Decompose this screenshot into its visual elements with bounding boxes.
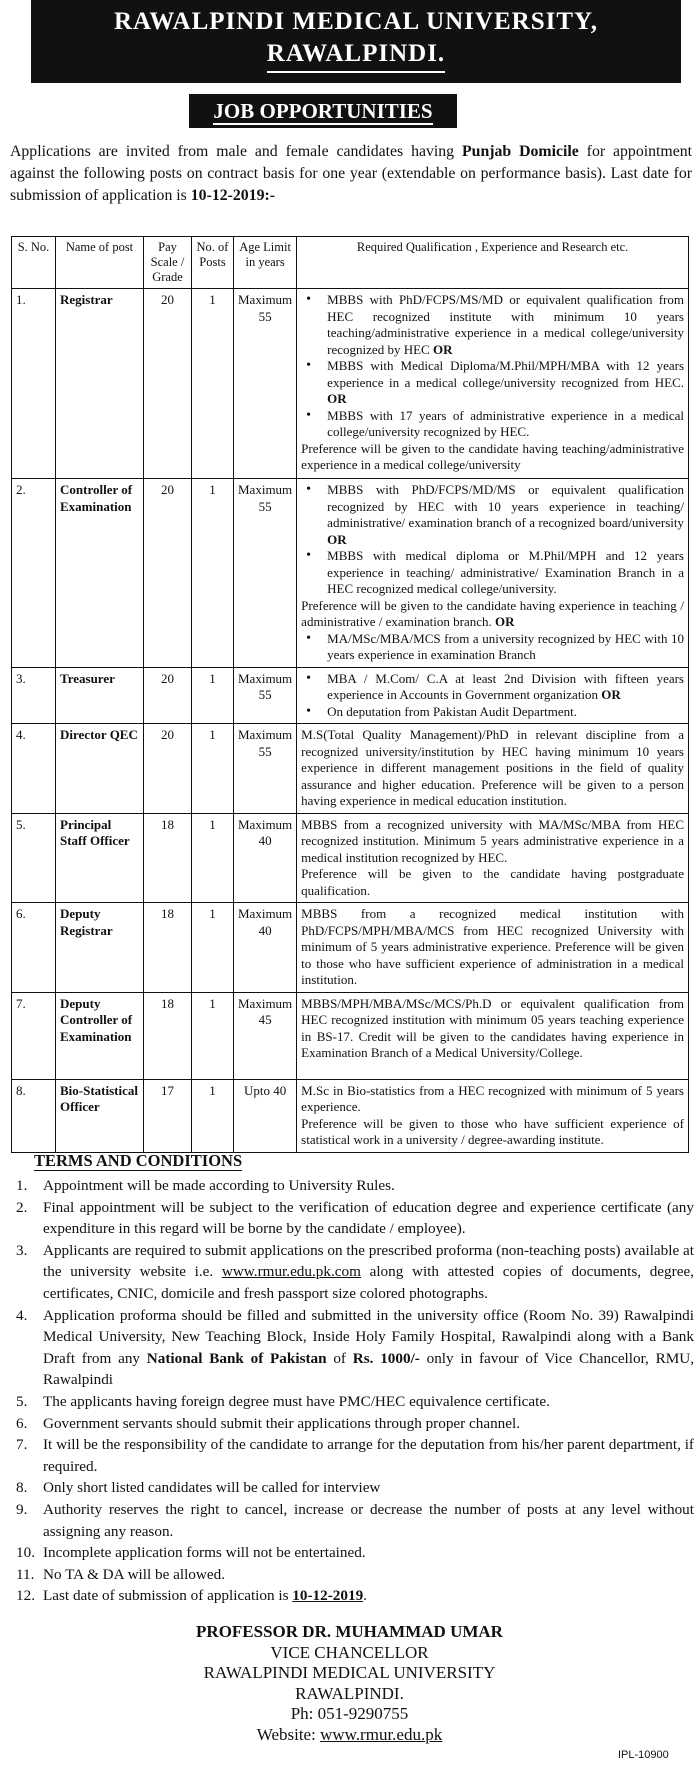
- requirement-bullet: [301, 482, 684, 548]
- university-name: RAWALPINDI MEDICAL UNIVERSITY,: [113, 8, 599, 35]
- intro-text-2: for appointment against the following posts on contract basis for one year (extendable on performance basis). Last date for submission of application is: [10, 143, 692, 204]
- row-scale: 20: [144, 289, 192, 479]
- item-number: 10.: [16, 1544, 35, 1562]
- row-posts: 1: [192, 724, 234, 814]
- list-item: [10, 1175, 694, 1197]
- item-number: 9.: [16, 1500, 28, 1518]
- item-text: Last date of submission of application is: [43, 1587, 293, 1605]
- or-label: OR: [432, 341, 453, 357]
- item-text: Incomplete application forms will not be entertained.: [43, 1544, 366, 1562]
- row-post-name: Bio-Statistical Officer: [56, 1079, 144, 1152]
- row-posts: 1: [192, 289, 234, 479]
- item-text: Application proforma should be filled and submitted in the university office (Room No. 39) Rawalpindi Medical University, New Teaching Block, Inside Holy Family Hospital, Rawalpindi along with a Bank Draft from any: [43, 1306, 694, 1367]
- intro-paragraph: [10, 141, 692, 207]
- requirement-text: MBA / M.Com/ C.A at least 2nd Division with fifteen years experience in Accounts in Government organization: [327, 670, 684, 702]
- item-number: 3.: [16, 1241, 28, 1259]
- requirement-text: MBBS from a recognized university with MA/MSc/MBA from HEC recognized institution. Minimum 5 years administrative experience in a medical institution recognized by HEC.: [301, 816, 684, 865]
- header-banner: [31, 0, 681, 83]
- row-sno: 8.: [12, 1079, 56, 1152]
- item-number: 8.: [16, 1479, 28, 1497]
- item-text: Applicants are required to submit applications on the prescribed proforma (non-teaching posts) available at the university website i.e.: [43, 1241, 694, 1281]
- requirement-bullet: [301, 704, 684, 721]
- table-row: [12, 667, 689, 724]
- item-text: only in favour of Vice Chancellor, RMU, Rawalpindi: [43, 1349, 694, 1389]
- preference-text: Preference will be given to those who have sufficient experience of statistical work in a university / degree-awarding institute.: [301, 1115, 684, 1147]
- row-scale: 20: [144, 479, 192, 668]
- or-label: OR: [601, 687, 621, 702]
- requirement-bullet: [301, 358, 684, 408]
- item-number: 12.: [16, 1587, 35, 1605]
- row-requirements: [297, 479, 689, 668]
- preference-text: Preference will be given to the candidate having teaching/administrative experience in a medical college/university: [301, 440, 684, 472]
- signatory-org: RAWALPINDI MEDICAL UNIVERSITY: [203, 1663, 496, 1682]
- website-link[interactable]: www.rmur.edu.pk.com: [221, 1263, 361, 1281]
- table-row: [12, 724, 689, 814]
- row-posts: 1: [192, 1079, 234, 1152]
- or-label: OR: [327, 531, 347, 547]
- header-name: Name of post: [56, 237, 144, 289]
- intro-date: 10-12-2019: [190, 187, 265, 204]
- list-item: [10, 1305, 694, 1391]
- table-row: [12, 992, 689, 1079]
- list-item: [10, 1240, 694, 1305]
- requirement-bullet: [301, 548, 684, 598]
- item-text: Authority reserves the right to cancel, increase or decrease the number of posts at any level without assigning any reason.: [43, 1500, 694, 1540]
- row-requirements: M.S(Total Quality Management)/PhD in relevant discipline from a recognized university/institution by HEC having minimum 10 years experience in different management positions in the field of quality assurance and higher education. Preference will be given to a person having experience in medical education institution.: [297, 724, 689, 814]
- item-number: 7.: [16, 1436, 28, 1454]
- row-posts: 1: [192, 479, 234, 668]
- item-number: 2.: [16, 1198, 28, 1216]
- row-scale: 18: [144, 903, 192, 993]
- list-item: [10, 1499, 694, 1542]
- header-req: Required Qualification , Experience and Research etc.: [297, 237, 689, 289]
- item-number: 6.: [16, 1414, 28, 1432]
- row-requirements: [297, 813, 689, 903]
- list-item: [10, 1413, 694, 1435]
- signature-block: [0, 1622, 699, 1745]
- requirement-text: MA/MSc/MBA/MCS from a university recognized by HEC with 10 years experience in examination Branch: [327, 630, 684, 662]
- row-age: Upto 40: [234, 1079, 297, 1152]
- row-age: Maximum 55: [234, 479, 297, 668]
- intro-text-3: :-: [264, 187, 276, 204]
- or-label: OR: [495, 614, 515, 629]
- banner-text: JOB OPPORTUNITIES: [213, 99, 433, 123]
- row-sno: 7.: [12, 992, 56, 1079]
- row-post-name: Principal Staff Officer: [56, 813, 144, 903]
- row-age: Maximum 45: [234, 992, 297, 1079]
- signatory-city: RAWALPINDI.: [295, 1683, 404, 1703]
- item-text: .: [363, 1587, 367, 1605]
- intro-domicile: Punjab Domicile: [462, 143, 579, 160]
- contact-phone: Ph: 051-9290755: [290, 1704, 409, 1723]
- requirement-text: M.Sc in Bio-statistics from a HEC recognized with minimum of 5 years experience.: [301, 1082, 684, 1114]
- website-label: Website:: [256, 1724, 321, 1744]
- list-item: [10, 1542, 694, 1564]
- signatory-title: VICE CHANCELLOR: [270, 1642, 429, 1662]
- table-row: [12, 903, 689, 993]
- last-date: 10-12-2019: [292, 1587, 364, 1605]
- preference-text: [301, 598, 684, 631]
- terms-list: [10, 1175, 694, 1607]
- requirement-bullet: [301, 671, 684, 704]
- row-sno: 4.: [12, 724, 56, 814]
- row-post-name: Treasurer: [56, 667, 144, 724]
- or-label: OR: [327, 391, 347, 406]
- row-requirements: MBBS from a recognized medical institution with PhD/FCPS/MPH/MBA/MCS from HEC recognized University with minimum of 5 years administrative experience. Preference will be given to those who have sufficient experience of administration in a medical institution.: [297, 903, 689, 993]
- row-post-name: Director QEC: [56, 724, 144, 814]
- requirement-text: MBBS with PhD/FCPS/MS/MD or equivalent qualification from HEC recognized institute with minimum 10 years teaching/administrative experience in a medical college/university recognized by HEC: [327, 292, 684, 357]
- item-number: 11.: [16, 1565, 35, 1583]
- requirement-text: On deputation from Pakistan Audit Department.: [327, 703, 578, 719]
- terms-title: [34, 1151, 242, 1171]
- list-item: [10, 1564, 694, 1586]
- contact-website: [0, 1725, 699, 1746]
- row-requirements: [297, 667, 689, 724]
- row-scale: 17: [144, 1079, 192, 1152]
- row-posts: 1: [192, 813, 234, 903]
- item-number: 5.: [16, 1392, 28, 1410]
- row-sno: 5.: [12, 813, 56, 903]
- list-item: [10, 1477, 694, 1499]
- requirement-text: MBBS with 17 years of administrative experience in a medical college/university recognized by HEC.: [327, 407, 684, 439]
- intro-text-1: Applications are invited from male and female candidates having: [10, 143, 463, 160]
- item-text: No TA & DA will be allowed.: [43, 1565, 226, 1583]
- requirement-bullet: [301, 631, 684, 664]
- list-item: [10, 1585, 694, 1607]
- item-text: of: [326, 1349, 353, 1367]
- row-age: Maximum 40: [234, 903, 297, 993]
- preference-text: Preference will be given to the candidate having postgraduate qualification.: [301, 866, 684, 898]
- posts-table: [11, 236, 689, 1153]
- item-number: 4.: [16, 1306, 28, 1324]
- row-sno: 1.: [12, 289, 56, 479]
- row-sno: 3.: [12, 667, 56, 724]
- row-scale: 18: [144, 813, 192, 903]
- row-post-name: Controller of Examination: [56, 479, 144, 668]
- header-posts: No. of Posts: [192, 237, 234, 289]
- row-age: Maximum 40: [234, 813, 297, 903]
- reference-number: IPL-10900: [618, 1749, 669, 1761]
- table-row: [12, 1079, 689, 1152]
- fee-amount: Rs. 1000/-: [352, 1349, 420, 1367]
- table-header-row: [12, 237, 689, 289]
- bank-name: National Bank of Pakistan: [146, 1349, 327, 1367]
- row-age: Maximum 55: [234, 289, 297, 479]
- row-scale: 20: [144, 724, 192, 814]
- item-text: Final appointment will be subject to the verification of education degree and experience certificate (any expenditure in this regard will be borne by the candidate / employee).: [43, 1198, 694, 1238]
- row-sno: 2.: [12, 479, 56, 668]
- row-sno: 6.: [12, 903, 56, 993]
- footer-website-link[interactable]: www.rmur.edu.pk: [320, 1724, 443, 1744]
- item-text: Only short listed candidates will be called for interview: [43, 1479, 381, 1497]
- item-text: Appointment will be made according to University Rules.: [43, 1177, 395, 1194]
- table-row: [12, 289, 689, 479]
- list-item: [10, 1197, 694, 1240]
- requirement-bullet: [301, 408, 684, 441]
- item-text: Government servants should submit their applications through proper channel.: [43, 1414, 521, 1432]
- item-text: The applicants having foreign degree must have PMC/HEC equivalence certificate.: [43, 1392, 550, 1410]
- item-number: 1.: [16, 1177, 28, 1194]
- list-item: [10, 1434, 694, 1477]
- row-requirements: MBBS/MPH/MBA/MSc/MCS/Ph.D or equivalent qualification from HEC recognized institution with minimum 05 years teaching experience in BS-17. Credit will be given to the candidates having experience in Examination Branch of a Medical University/College.: [297, 992, 689, 1079]
- row-requirements: [297, 1079, 689, 1152]
- requirement-text: MBBS with medical diploma or M.Phil/MPH and 12 years experience in teaching/ administrative/ Examination Branch in a HEC recognized medical college/university.: [327, 548, 684, 596]
- header-scale: Pay Scale / Grade: [144, 237, 192, 289]
- row-posts: 1: [192, 667, 234, 724]
- item-text: along with attested copies of documents, degree, certificates, CNIC, domicile and fresh passport size colored photographs.: [43, 1263, 694, 1302]
- header-age: Age Limit in years: [234, 237, 297, 289]
- row-post-name: Deputy Controller of Examination: [56, 992, 144, 1079]
- header-sno: S. No.: [12, 237, 56, 289]
- table-row: [12, 813, 689, 903]
- row-post-name: Registrar: [56, 289, 144, 479]
- requirement-text: MBBS with Medical Diploma/M.Phil/MPH/MBA with 12 years experience in a medical college/university recognized from HEC.: [327, 358, 684, 390]
- row-age: Maximum 55: [234, 667, 297, 724]
- list-item: [10, 1391, 694, 1413]
- row-posts: 1: [192, 903, 234, 993]
- job-opportunities-banner: [189, 94, 457, 128]
- item-text: It will be the responsibility of the candidate to arrange for the deputation from his/her parent department, if required.: [43, 1436, 694, 1475]
- row-requirements: [297, 289, 689, 479]
- terms-title-text: TERMS AND CONDITIONS: [34, 1151, 243, 1170]
- university-city: RAWALPINDI.: [267, 37, 445, 73]
- signatory-name: PROFESSOR DR. MUHAMMAD UMAR: [196, 1622, 503, 1641]
- requirement-bullet: [301, 292, 684, 358]
- row-posts: 1: [192, 992, 234, 1079]
- preference-body: Preference will be given to the candidate having experience in teaching / administrative / examination branch.: [301, 597, 684, 629]
- row-scale: 18: [144, 992, 192, 1079]
- row-age: Maximum 55: [234, 724, 297, 814]
- row-scale: 20: [144, 667, 192, 724]
- table-row: [12, 479, 689, 668]
- row-post-name: Deputy Registrar: [56, 903, 144, 993]
- requirement-text: MBBS with PhD/FCPS/MD/MS or equivalent qualification recognized by HEC with 10 years experience in teaching/ administrative/ examination branch of a recognized board/university: [327, 482, 684, 530]
